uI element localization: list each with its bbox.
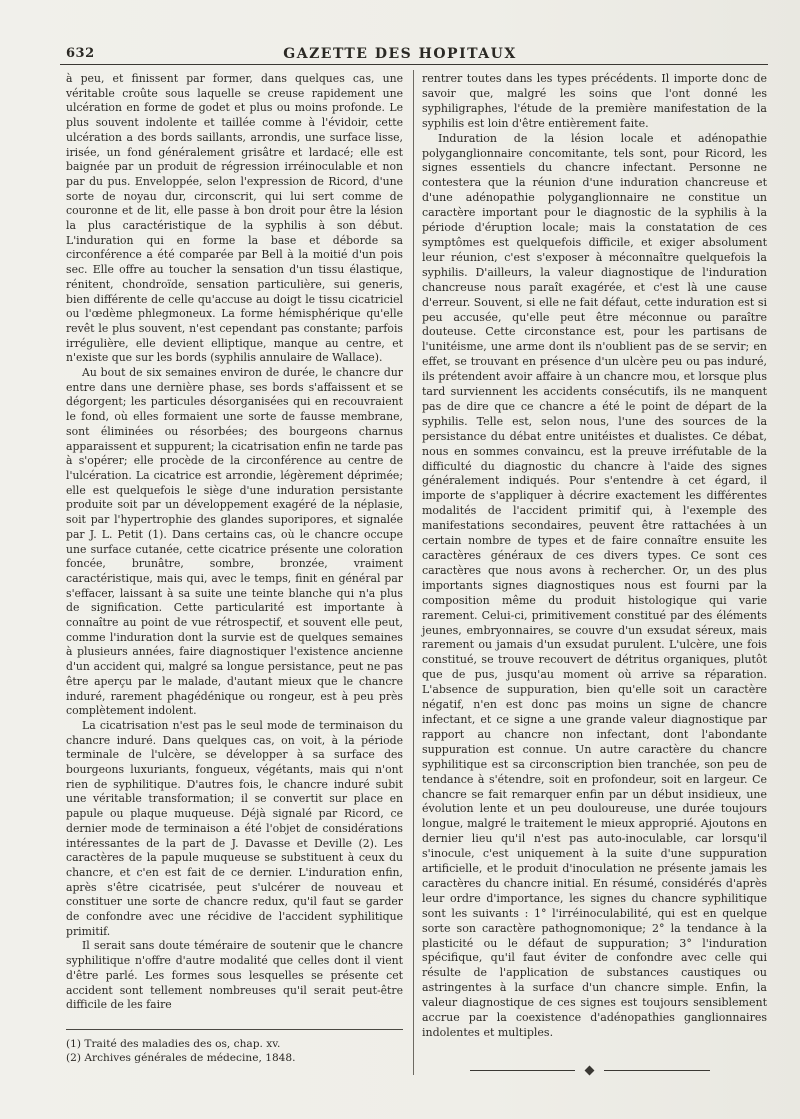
footnote-rule [66, 1029, 403, 1030]
column-divider [413, 70, 414, 1075]
footnote: (2) Archives générales de médecine, 1848. [66, 1052, 296, 1065]
left-column [66, 72, 403, 1013]
paragraph: rentrer toutes dans les types précédents. Il importe donc de savoir que, malgré les soins que l'ont donné les syphiligraphes, l'étude de la première manifestation de la syphilis est loin d'être entièrement faite. [422, 72, 767, 130]
footnote: (1) Traité des maladies des os, chap. xv. [66, 1038, 281, 1050]
footnotes [66, 1037, 403, 1066]
page-number: 632 [66, 46, 95, 61]
paragraph: à peu, et finissent par former, dans quelques cas, une véritable croûte sous laquelle se creuse rapidement une ulcération en forme de godet et plus ou moins profonde. Le plus souvent indolente et taillée comme à l'évidoir, cette ulcération a des bords saillants, arrondis, une surface lisse, irisée, un fond généralement grisâtre et lardacé; elle est baignée par un produit de régression irréinoculable et non par du pus. Enveloppée, selon l'expression de Ricord, d'une sorte de noyau dur, circonscrit, qui lui sert comme de couronne et de lit, elle passe à bon droit pour être la lésion la plus caractéristique de la syphilis à son début. L'induration qui en forme la base et déborde sa circonférence a été comparée par Bell à la moitié d'un pois sec. Elle offre au toucher la sensation d'un tissu élastique, rénitent, chondroïde, sensation particulière, sui generis, bien différente de celle qu'accuse au doigt le tissu cicatriciel ou l'œdème phlegmoneux. La forme hémisphérique qu'elle revêt le plus souvent, n'est cependant pas constante; parfois irrégulière, elle devient elliptique, manque au centre, et n'existe que sur les bords (syphilis annulaire de Wallace). [66, 72, 403, 365]
page-title: GAZETTE DES HOPITAUX [283, 46, 517, 62]
paragraph: Il serait sans doute téméraire de soutenir que le chancre syphilitique n'offre d'autre modalité que celles dont il vient d'être parlé. Les formes sous lesquelles se présente cet accident sont tellement nombreuses qu'il serait peut-être difficile de les faire [66, 939, 403, 1012]
end-ornament [470, 1066, 710, 1076]
paragraph: La cicatrisation n'est pas le seul mode de terminaison du chancre induré. Dans quelques cas, on voit, à la période terminale de l'ulcère, se développer à sa surface des bourgeons luxuriants, fongueux, végétants, mais qui n'ont rien de syphilitique. D'autres fois, le chancre induré subit une véritable transformation; il se convertit sur place en papule ou plaque muqueuse. Déjà signalé par Ricord, ce dernier mode de terminaison a été l'objet de considérations intéressantes de la part de J. Davasse et Deville (2). Les caractères de la papule muqueuse se substituent à ceux du chancre, et c'en est fait de ce dernier. L'induration enfin, après s'être cicatrisée, peut s'ulcérer de nouveau et constituer une sorte de chancre redux, qu'il faut se garder de confondre avec une récidive de l'accident syphilitique primitif. [66, 718, 403, 938]
paragraph: Induration de la lésion locale et adénopathie polyganglionnaire concomitante, tels sont, pour Ricord, les signes essentiels du chancre infectant. Personne ne contestera que la réunion d'une induration chancreuse et d'une adénopathie polyganglionnaire ne constitue un caractère important pour le diagnostic de la syphilis à la période d'éruption locale; mais la constatation de ces symptômes est quelquefois difficile, et exiger absolument leur réunion, c'est s'exposer à méconnaître quelquefois la syphilis. D'ailleurs, la valeur diagnostique de l'induration chancreuse nous paraît exagérée, et c'est là une cause d'erreur. Souvent, si elle ne fait défaut, cette induration est si peu accusée, qu'elle peut être méconnue ou paraître douteuse. Cette circonstance est, pour les partisans de l'unitéisme, une arme dont ils n'oublient pas de se servir; en effet, se trouvant en présence d'un ulcère peu ou pas induré, ils prétendent avoir affaire à un chancre mou, et lorsque plus tard surviennent les accidents consécutifs, ils ne manquent pas de dire que ce chancre a été le point de départ de la syphilis. Telle est, selon nous, l'une des sources de la persistance du débat entre unitéistes et dualistes. Ce débat, nous en sommes convaincu, est la preuve irréfutable de la difficulté du diagnostic du chancre à l'aide des signes généralement indiqués. Pour s'entendre à cet égard, il importe de s'appliquer à décrire exactement les différentes modalités de l'accident primitif qui, à l'exemple des manifestations secondaires, peuvent être rattachées à un certain nombre de types et de faire connaître ensuite les caractères généraux de ces divers types. Ce sont ces caractères que nous avons à rechercher. Or, un des plus importants signes diagnostiques nous est fourni par la composition même du produit histologique qui varie rarement. Celui-ci, primitivement constitué par des éléments jeunes, embryonnaires, se couvre d'un exsudat séreux, mais rarement ou jamais d'un exsudat purulent. L'ulcère, une fois constitué, se trouve recouvert de détritus organiques, plutôt que de pus, jusqu'au moment où arrive sa réparation. L'absence de suppuration, bien qu'elle soit un caractère négatif, n'en est donc pas moins un signe de chancre infectant, et ce signe a une grande valeur diagnostique par rapport au chancre non infectant, dont l'abondante suppuration est connue. Un autre caractère du chancre syphilitique est sa circonscription bien tranchée, son peu de tendance à s'étendre, soit en profondeur, soit en largeur. Ce chancre se fait remarquer enfin par un début insidieux, une évolution lente et un peu douloureuse, une durée toujours longue, malgré le traitement le mieux approprié. Ajoutons en dernier lieu qu'il n'est pas auto-inoculable, car lorsqu'il s'inocule, c'est uniquement à la suite d'une suppuration artificielle, et le produit d'inoculation ne présente jamais les caractères du chancre initial. En résumé, considérés d'après leur ordre d'importance, les signes du chancre syphilitique sont les suivants : 1° l'irréinoculabilité, qui est en quelque sorte son caractère pathognomonique; 2° la tendance à la plasticité ou le défaut de suppuration; 3° l'induration spécifique, qu'il faut éviter de confondre avec celle qui résulte de l'application de substances caustiques ou astringentes à la surface d'un chancre simple. Enfin, la valeur diagnostique de ces signes est toujours sensiblement accrue par la coexistence d'adénopathies ganglionnaires indolentes et multiples. [422, 131, 767, 1039]
right-column [422, 72, 767, 1041]
header-rule [60, 64, 768, 65]
paragraph: Au bout de six semaines environ de durée, le chancre dur entre dans une dernière phase, ses bords s'affaissent et se dégorgent; les particules désorganisées qui en recouvraient le fond, où elles formaient une sorte de fausse membrane, sont éliminées ou résorbées; des bourgeons charnus apparaissent et suppurent; la cicatrisation enfin ne tarde pas à s'opérer; elle procède de la circonférence au centre de l'ulcération. La cicatrice est arrondie, légèrement déprimée; elle est quelquefois le siège d'une induration persistante produite soit par un développement exagéré de la néplasie, soit par l'hypertrophie des glandes suporipores, et signalée par J. L. Petit (1). Dans certains cas, où le chancre occupe une surface cutanée, cette cicatrice présente une coloration foncée, brunâtre, sombre, bronzée, vraiment caractéristique, mais qui, avec le temps, finit en général par s'effacer, laissant à sa suite une teinte blanche qui n'a plus de signification. Cette particularité est importante à connaître au point de vue rétrospectif, et souvent elle peut, comme l'induration dont la survie est de quelques semaines à plusieurs années, faire diagnostiquer l'existence ancienne d'un accident qui, malgré sa longue persistance, peut ne pas être aperçu par le malade, d'autant mieux que le chancre induré, rarement phagédénique ou rongeur, est à peu près complètement indolent. [66, 366, 403, 718]
